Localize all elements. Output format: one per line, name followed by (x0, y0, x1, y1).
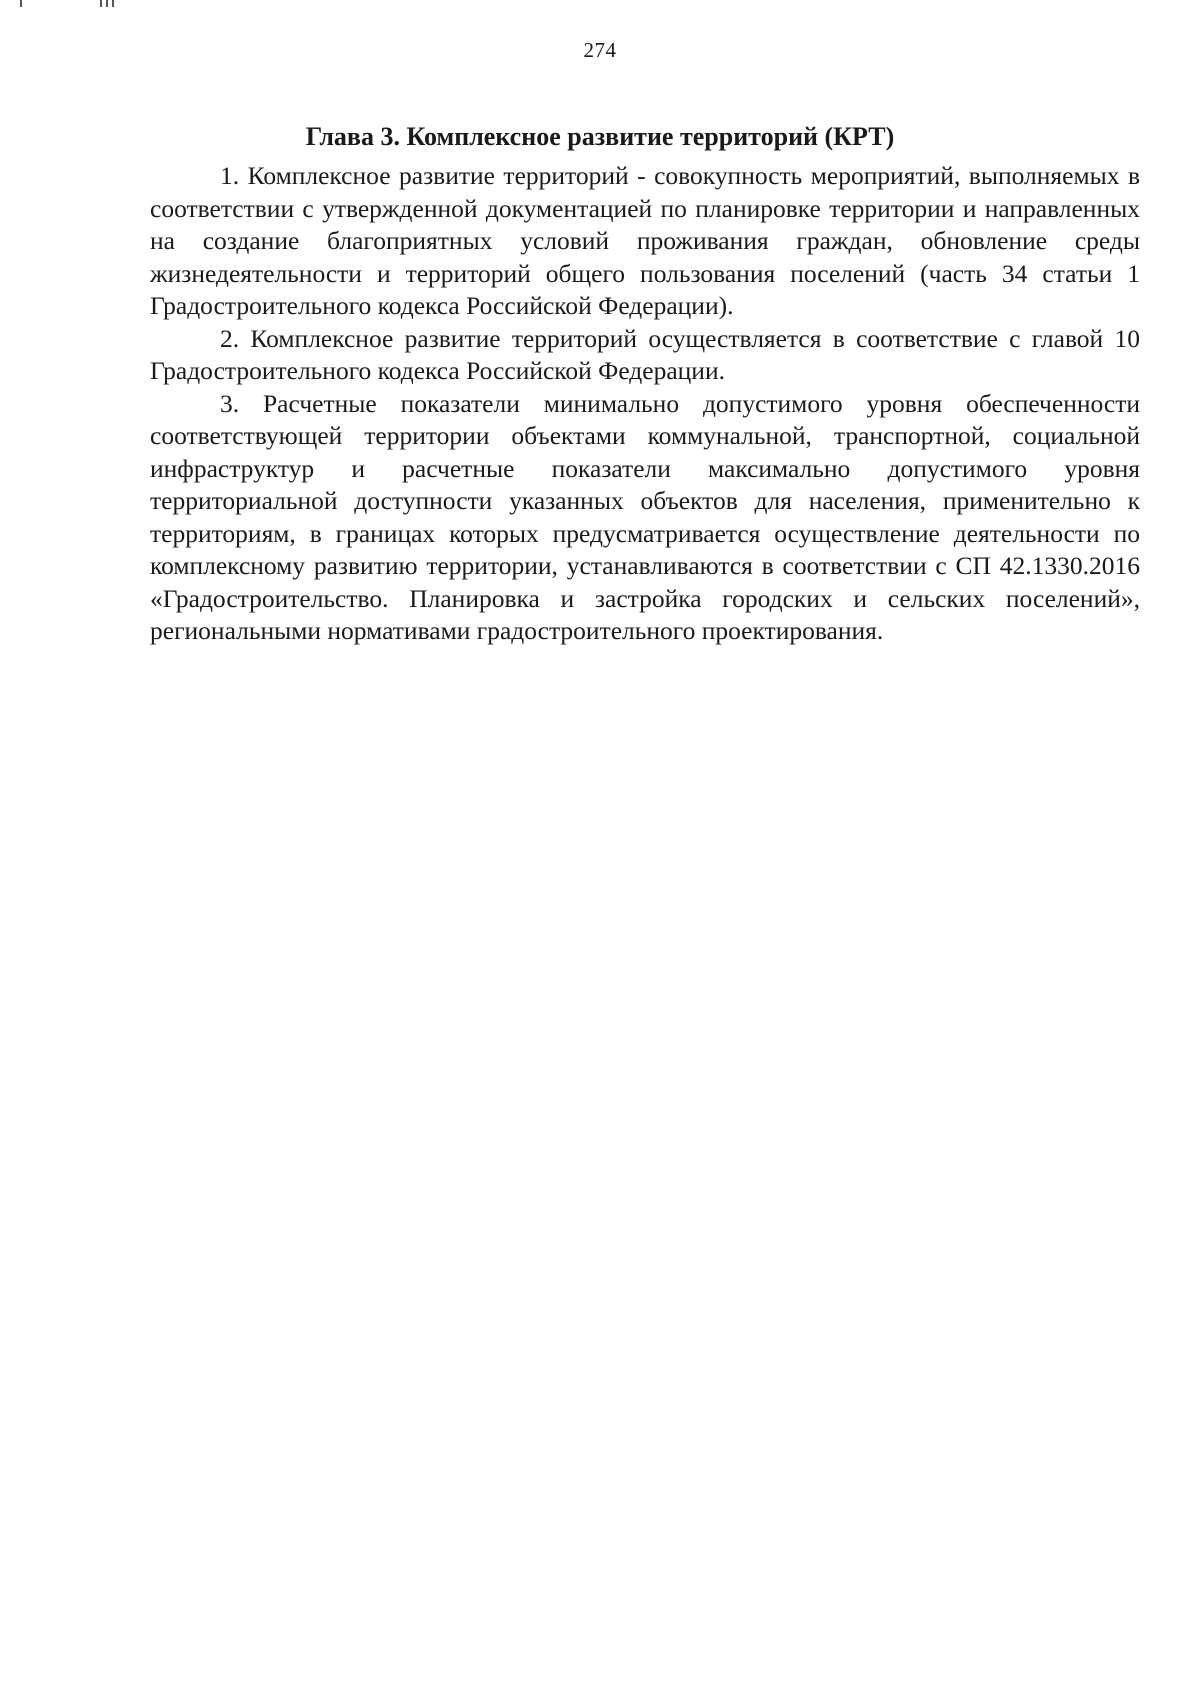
chapter-title: Глава 3. Комплексное развитие территорий (КРТ) (305, 122, 895, 151)
scan-mark (112, 0, 114, 7)
scan-mark (100, 0, 102, 7)
paragraph-2: 2. Комплексное развитие территорий осуществляется в соответствие с главой 10 Градостроительного кодекса Российской Федерации. (150, 323, 1140, 385)
document-body (150, 160, 1140, 648)
page-number: 274 (583, 38, 617, 62)
paragraph-3: 3. Расчетные показатели минимально допустимого уровня обеспеченности соответствующей территории объектами коммунальной, транспортной, социальной инфраструктур и расчетные показатели максимально допустимого уровня территориальной доступности указанных объектов для населения, применительно к территориям, в границах которых предусматривается осуществление деятельности по комплексному развитию территории, устанавливаются в соответствии с СП 42.1330.2016 «Градостроительство. Планировка и застройка городских и сельских поселений», региональными нормативами градостроительного проектирования. (150, 388, 1140, 645)
scan-edge-marks (0, 0, 200, 8)
scan-mark (20, 0, 22, 7)
paragraph-1: 1. Комплексное развитие территорий - совокупность мероприятий, выполняемых в соответствии с утвержденной документацией по планировке территории и направленных на создание благоприятных условий проживания граждан, обновление среды жизнедеятельности и территорий общего пользования поселений (часть 34 статьи 1 Градостроительного кодекса Российской Федерации). (150, 161, 1140, 320)
scan-mark (106, 0, 108, 7)
